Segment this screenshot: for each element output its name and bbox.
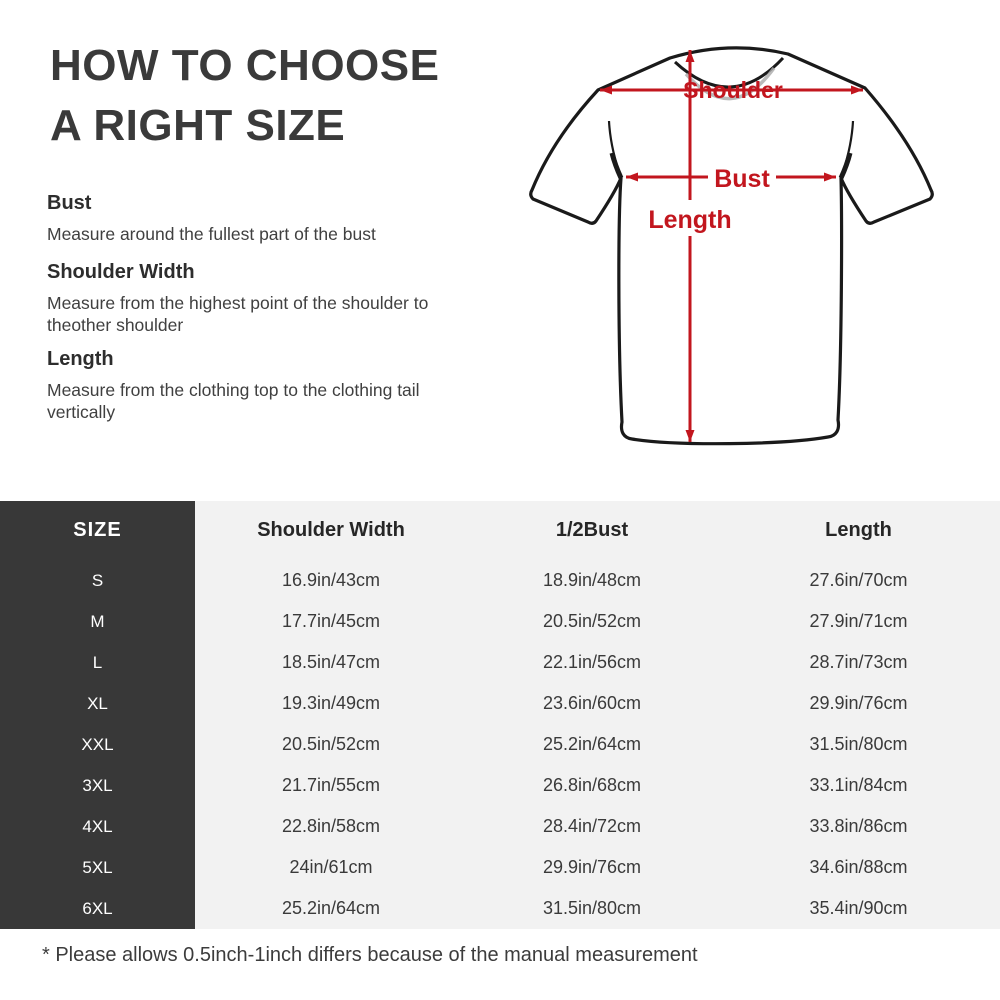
page-title: [50, 36, 439, 156]
instruction-length: [47, 348, 442, 423]
half-bust-cell: 31.5in/80cm: [542, 898, 642, 918]
shoulder-width-cell: 20.5in/52cm: [281, 734, 381, 754]
shoulder-width-cell: 17.7in/45cm: [281, 611, 381, 631]
bust-label: Bust: [714, 165, 770, 193]
half-bust-cell: 28.4in/72cm: [542, 816, 642, 836]
half-bust-cell: 18.9in/48cm: [542, 570, 642, 590]
shoulder-width-cell: 16.9in/43cm: [281, 570, 381, 590]
size-label: M: [0, 601, 195, 642]
footnote: * Please allows 0.5inch-1inch differs because of the manual measurement: [42, 944, 698, 966]
length-cell: 33.8in/86cm: [809, 816, 908, 836]
col-header-shoulder-width: Shoulder Width: [257, 519, 405, 541]
size-table: [0, 501, 1000, 929]
instruction-length-heading: Length: [47, 348, 114, 370]
length-cell: 27.9in/71cm: [809, 611, 908, 631]
col-header-size: SIZE: [0, 501, 195, 560]
col-header-half-bust: 1/2Bust: [555, 519, 629, 541]
size-label: 3XL: [0, 765, 195, 806]
instruction-shoulder-width-heading: Shoulder Width: [47, 261, 195, 283]
shoulder-width-cell: 24in/61cm: [289, 857, 373, 877]
length-cell: 34.6in/88cm: [809, 857, 908, 877]
size-label: XXL: [0, 724, 195, 765]
size-label: 4XL: [0, 806, 195, 847]
half-bust-cell: 26.8in/68cm: [542, 775, 642, 795]
length-label: Length: [648, 206, 732, 234]
length-cell: 31.5in/80cm: [809, 734, 908, 754]
instruction-bust: [47, 192, 442, 245]
shoulder-width-cell: 25.2in/64cm: [281, 898, 381, 918]
size-label: 5XL: [0, 847, 195, 888]
length-cell: 33.1in/84cm: [809, 775, 908, 795]
instruction-length-text: Measure from the clothing top to the clothing tail vertically: [47, 380, 420, 422]
half-bust-cell: 20.5in/52cm: [542, 611, 642, 631]
page-title-line1: HOW TO CHOOSE: [50, 41, 440, 90]
shoulder-width-cell: 22.8in/58cm: [281, 816, 381, 836]
size-label: XL: [0, 683, 195, 724]
shoulder-width-cell: 18.5in/47cm: [281, 652, 381, 672]
size-label: L: [0, 642, 195, 683]
tshirt-measurement-diagram: [520, 18, 980, 473]
size-label: S: [0, 560, 195, 601]
shoulder-label: Shoulder: [683, 77, 783, 103]
half-bust-cell: 22.1in/56cm: [542, 652, 642, 672]
length-cell: 29.9in/76cm: [809, 693, 908, 713]
length-cell: 27.6in/70cm: [809, 570, 908, 590]
col-header-length: Length: [825, 519, 892, 541]
half-bust-cell: 23.6in/60cm: [542, 693, 642, 713]
shoulder-width-cell: 19.3in/49cm: [281, 693, 381, 713]
size-label: 6XL: [0, 888, 195, 929]
shoulder-width-cell: 21.7in/55cm: [281, 775, 381, 795]
length-cell: 35.4in/90cm: [809, 898, 908, 918]
half-bust-cell: 25.2in/64cm: [542, 734, 642, 754]
instruction-bust-heading: Bust: [47, 192, 92, 214]
half-bust-cell: 29.9in/76cm: [542, 857, 642, 877]
instruction-shoulder-width: [47, 261, 442, 336]
length-cell: 28.7in/73cm: [809, 652, 908, 672]
tshirt-outline-icon: [531, 48, 933, 444]
page-title-line2: A RIGHT SIZE: [50, 101, 346, 150]
instruction-shoulder-width-text: Measure from the highest point of the shoulder to theother shoulder: [47, 293, 429, 335]
instruction-bust-text: Measure around the fullest part of the bust: [47, 224, 376, 244]
